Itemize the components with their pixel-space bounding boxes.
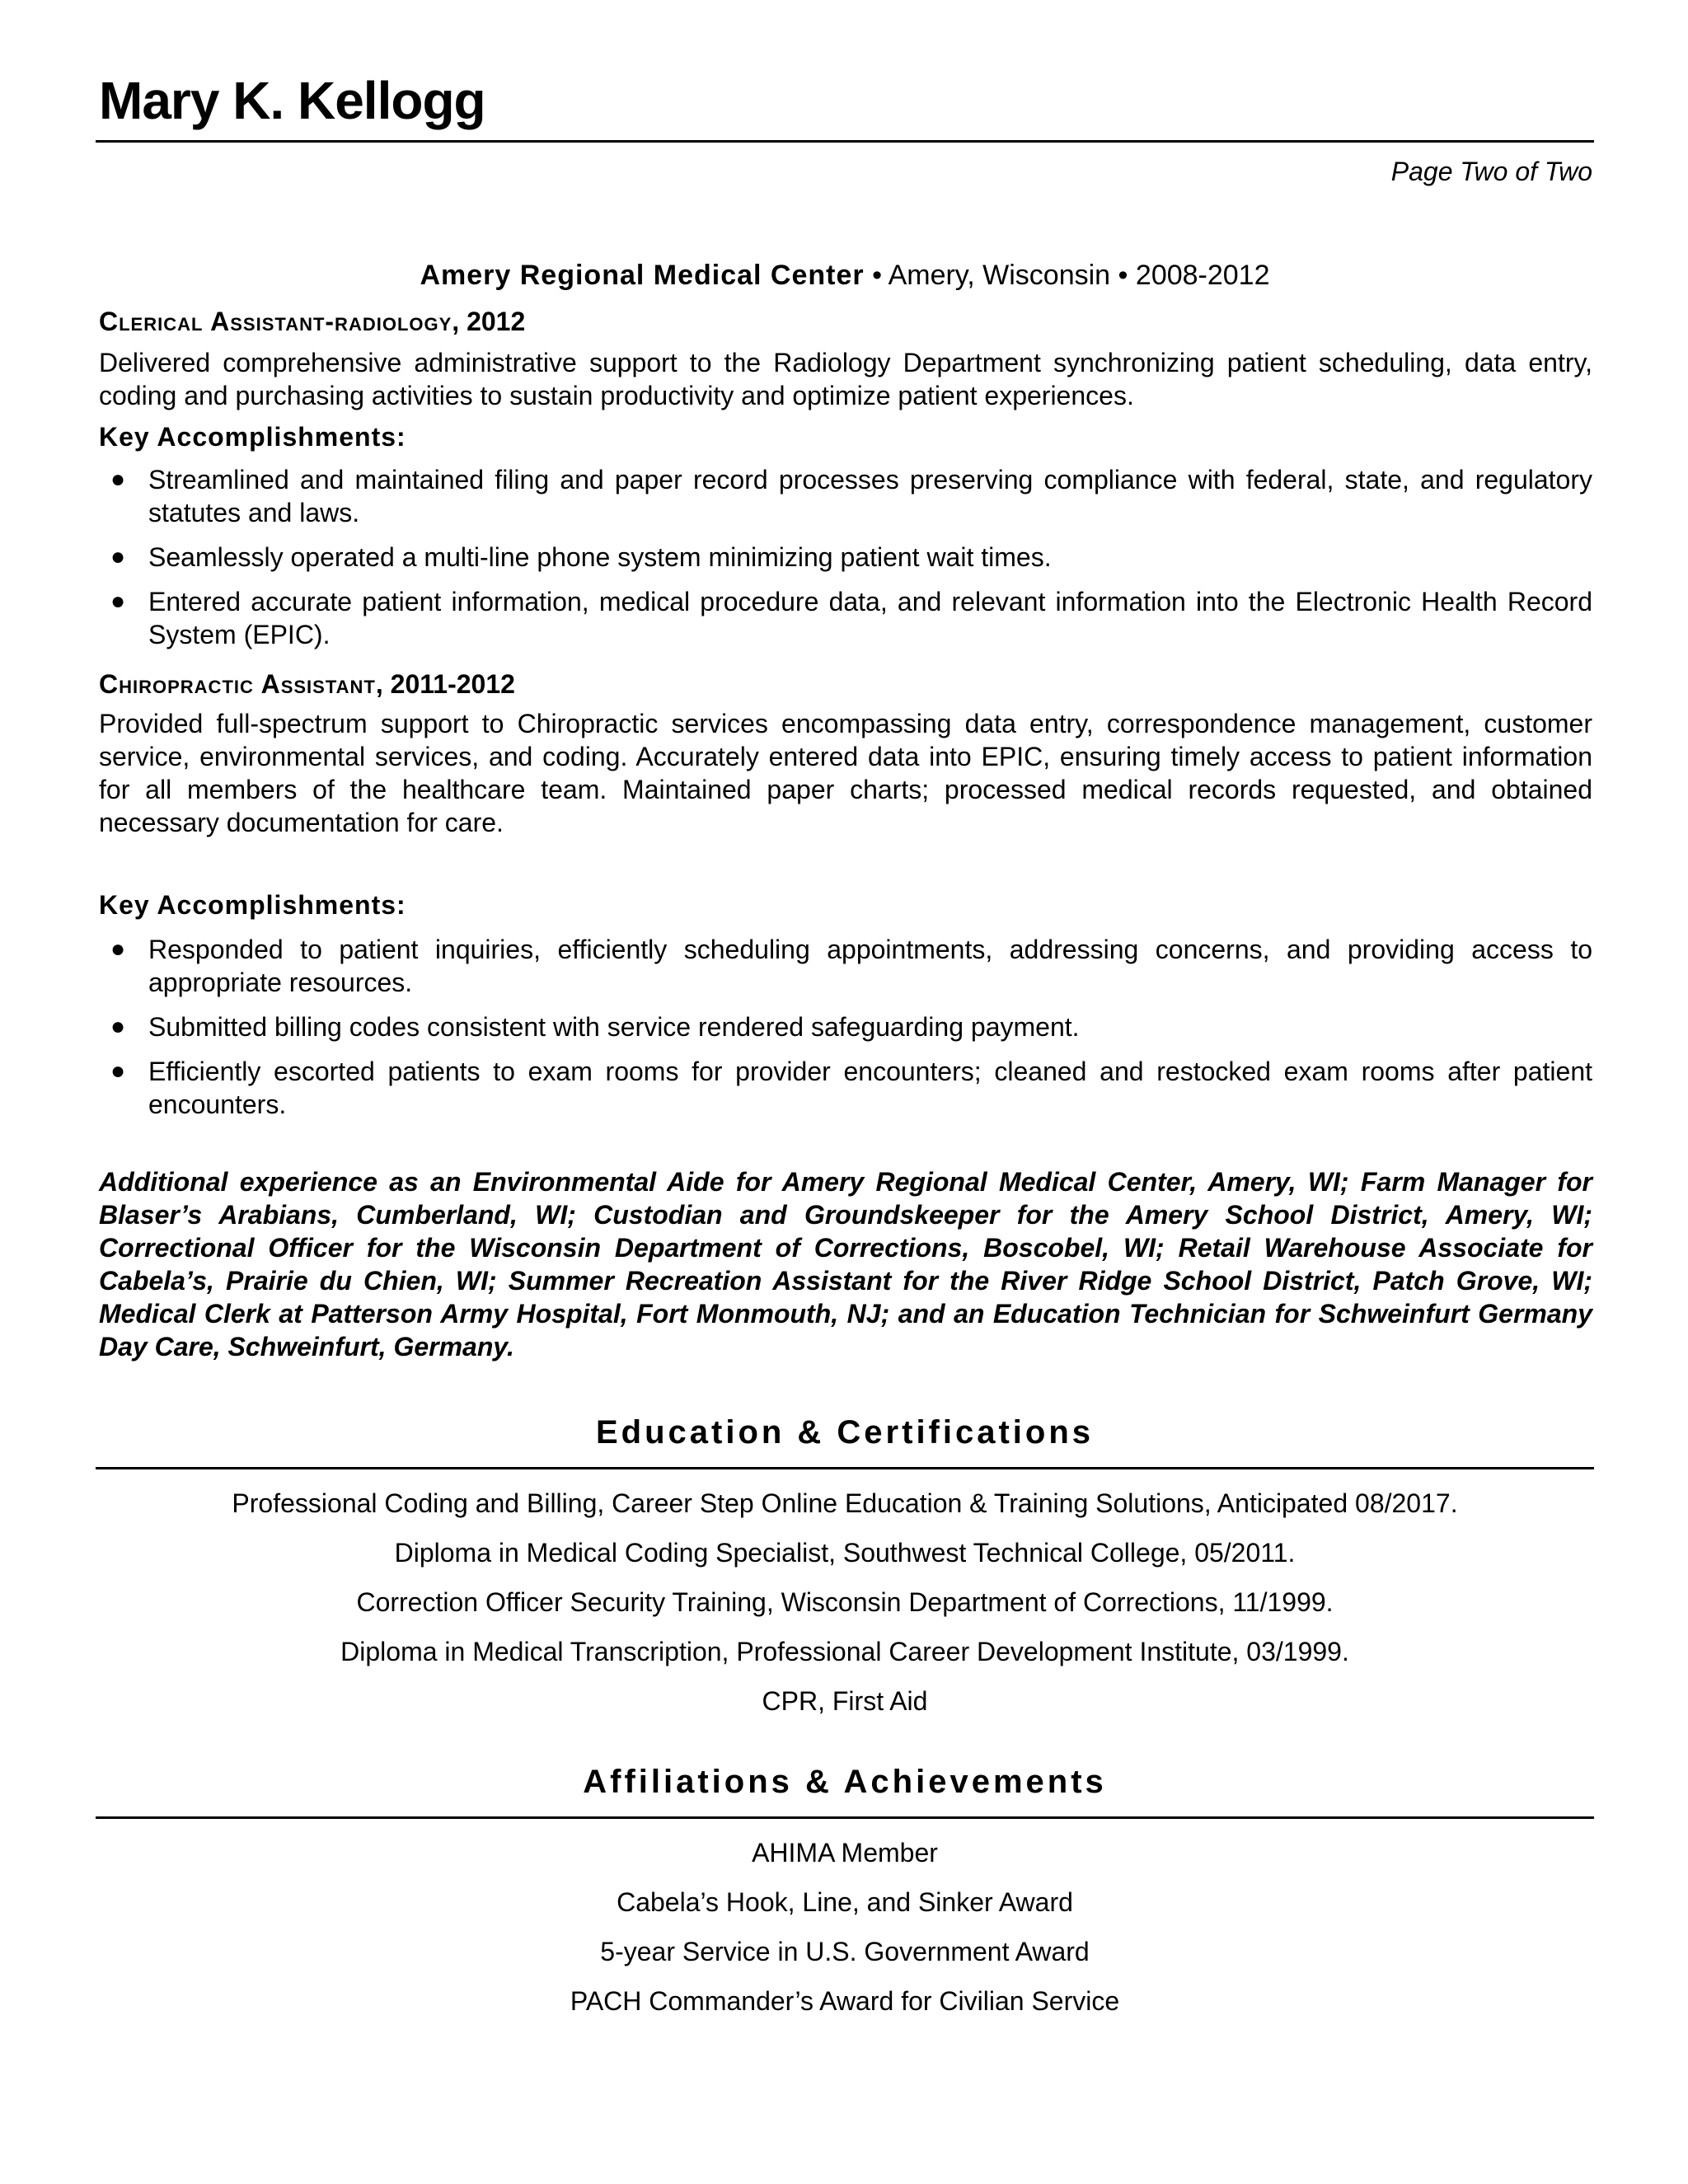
list-item	[99, 1010, 1592, 1043]
role-title: Chiropractic Assistant	[99, 669, 376, 699]
header-divider	[96, 140, 1594, 143]
bullet-icon: ●	[110, 543, 126, 570]
candidate-name: Mary K. Kellogg	[99, 71, 485, 130]
employer-line	[96, 255, 1594, 295]
affiliations-divider	[96, 1816, 1594, 1819]
accomplishment-text: Responded to patient inquiries, efficiently scheduling appointments, addressing concerns, and providing access to appropriate resources.	[148, 935, 1592, 997]
education-list	[96, 1479, 1594, 1726]
bullet-icon: ●	[110, 588, 126, 615]
role-title: Clerical Assistant-radiology	[99, 307, 452, 336]
list-item: Professional Coding and Billing, Career Step Online Education & Training Solutions, Anticipated 08/2017.	[232, 1488, 1458, 1518]
affiliations-list	[96, 1828, 1594, 2026]
education-divider	[96, 1467, 1594, 1469]
accomplishments-list	[99, 933, 1592, 1132]
employer-dates: 2008-2012	[1135, 260, 1270, 291]
role-title-clerical	[99, 303, 525, 340]
bullet-icon: ●	[110, 1057, 126, 1085]
list-item: Correction Officer Security Training, Wisconsin Department of Corrections, 11/1999.	[356, 1587, 1334, 1617]
list-item	[99, 933, 1592, 999]
affiliations-heading: Affiliations & Achievements	[583, 1764, 1107, 1800]
employer-location: Amery, Wisconsin	[888, 260, 1111, 291]
accomplishment-text: Seamlessly operated a multi-line phone system minimizing patient wait times.	[148, 542, 1052, 572]
role-summary: Delivered comprehensive administrative support to the Radiology Department synchronizing patient scheduling, data entry, coding and purchasing activities to sustain productivity and optimize patient experiences.	[99, 348, 1592, 410]
list-item: AHIMA Member	[752, 1838, 938, 1868]
list-item: PACH Commander’s Award for Civilian Service	[570, 1986, 1120, 2016]
list-item	[99, 1055, 1592, 1121]
bullet-separator: •	[1118, 260, 1128, 291]
role-year: , 2012	[452, 307, 526, 336]
bullet-icon: ●	[110, 466, 126, 493]
role-summary: Provided full-spectrum support to Chiropractic services encompassing data entry, correspondence management, customer service, environmental services, and coding. Accurately entered data into EPIC, ensuring timely access to patient information for all members of the healthcare team. Maintained paper charts; processed medical records requested, and obtained necessary documentation for care.	[99, 709, 1592, 837]
list-item	[99, 585, 1592, 651]
list-item: 5-year Service in U.S. Government Award	[600, 1937, 1090, 1966]
role-year: , 2011-2012	[375, 669, 515, 699]
list-item: Diploma in Medical Transcription, Professional Career Development Institute, 03/1999.	[340, 1637, 1349, 1666]
accomplishment-text: Efficiently escorted patients to exam rooms for provider encounters; cleaned and restocked exam rooms after patient encounters.	[148, 1057, 1592, 1119]
list-item	[99, 463, 1592, 529]
page-indicator: Page Two of Two	[1390, 157, 1592, 186]
role-title-chiropractic	[99, 666, 515, 702]
list-item: Cabela’s Hook, Line, and Sinker Award	[617, 1887, 1073, 1917]
accomplishment-text: Entered accurate patient information, medical procedure data, and relevant information into the Electronic Health Record System (EPIC).	[148, 587, 1592, 649]
list-item: CPR, First Aid	[762, 1686, 928, 1716]
list-item	[99, 541, 1592, 574]
accomplishment-text: Submitted billing codes consistent with service rendered safeguarding payment.	[148, 1012, 1080, 1042]
education-heading: Education & Certifications	[595, 1414, 1095, 1451]
bullet-separator: •	[872, 260, 882, 291]
accomplishment-text: Streamlined and maintained filing and paper record processes preserving compliance with federal, state, and regulatory statutes and laws.	[148, 465, 1592, 527]
list-item: Diploma in Medical Coding Specialist, Southwest Technical College, 05/2011.	[394, 1538, 1296, 1568]
bullet-icon: ●	[110, 1013, 126, 1040]
accomplishments-list	[99, 463, 1592, 663]
key-accomplishments-heading: Key Accomplishments:	[99, 890, 406, 920]
additional-experience: Additional experience as an Environmental Aide for Amery Regional Medical Center, Amery, WI; Farm Manager for Blaser’s Arabians, Cumberland, WI; Custodian and Groundskeeper for the Amery School District, Amery, WI; Correctional Officer for the Wisconsin Department of Corrections, Boscobel, WI; Retail Warehouse Associate for Cabela’s, Prairie du Chien, WI; Summer Recreation Assistant for the River Ridge School District, Patch Grove, WI; Medical Clerk at Patterson Army Hospital, Fort Monmouth, NJ; and an Education Technician for Schweinfurt Germany Day Care, Schweinfurt, Germany.	[99, 1167, 1592, 1361]
employer-name: Amery Regional Medical Center	[420, 260, 865, 291]
key-accomplishments-heading: Key Accomplishments:	[99, 422, 406, 452]
bullet-icon: ●	[110, 935, 126, 963]
